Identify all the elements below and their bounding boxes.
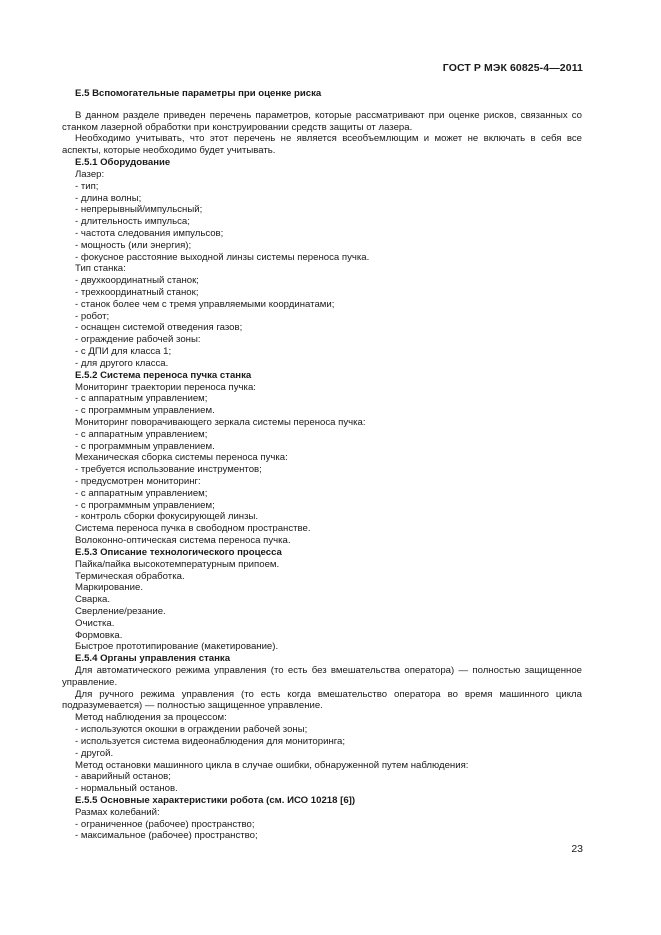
- text-line: - непрерывный/импульсный;: [75, 204, 203, 216]
- text-line: - с программным управлением.: [75, 405, 215, 417]
- text-line: - для другого класса.: [75, 357, 169, 369]
- text-line: Размах колебаний:: [75, 806, 160, 818]
- text-line: Метод остановки машинного цикла в случае ошибки, обнаруженной путем наблюдения:: [75, 759, 469, 771]
- text-line: Пайка/пайка высокотемпературным припоем.: [75, 558, 280, 570]
- text-line: Мониторинг траектории переноса пучка:: [75, 381, 256, 393]
- page-number: 23: [571, 843, 583, 855]
- text-line: - аварийный останов;: [75, 771, 171, 783]
- text-line: Волоконно-оптическая система переноса пучка.: [75, 535, 291, 547]
- subsection-heading: Е.5.2 Система переноса пучка станка: [75, 369, 252, 381]
- text-line: - с программным управлением.: [75, 440, 215, 452]
- text-line: - используется система видеонаблюдения для мониторинга;: [75, 735, 346, 747]
- text-line: - другой.: [75, 747, 114, 759]
- text-line: Быстрое прототипирование (макетирование).: [75, 641, 279, 653]
- text-line: - мощность (или энергия);: [75, 239, 192, 251]
- text-line: - трехкоординатный станок;: [75, 287, 199, 298]
- subsection-heading: Е.5.1 Оборудование: [75, 157, 171, 169]
- text-line: - с программным управлением;: [75, 499, 215, 511]
- text-line: Мониторинг поворачивающего зеркала системы переноса пучка:: [75, 416, 366, 428]
- subsection-body: [62, 559, 582, 654]
- text-line: Метод наблюдения за процессом:: [75, 712, 227, 724]
- text-line: - ограждение рабочей зоны:: [75, 334, 201, 346]
- text-line: - с ДПИ для класса 1;: [75, 346, 172, 358]
- subsection-body: [62, 169, 582, 370]
- text-line: Сверление/резание.: [75, 605, 166, 617]
- paragraph: Для ручного режима управления (то есть когда вмешательство оператора во время машинного цикла подразумевается) — полностью защищенное управление.: [62, 688, 582, 712]
- subsection-body: [62, 807, 582, 842]
- subsection-heading: Е.5.4 Органы управления станка: [75, 653, 231, 665]
- text-line: - тип;: [75, 180, 99, 192]
- text-line: - нормальный останов.: [75, 783, 178, 795]
- subsection-heading: Е.5.5 Основные характеристики робота (см. ИСО 10218 [6]): [75, 794, 356, 806]
- text-line: - используются окошки в ограждении рабочей зоны;: [75, 724, 308, 736]
- subsection-heading: Е.5.3 Описание технологического процесса: [75, 546, 282, 558]
- text-line: - требуется использование инструментов;: [75, 464, 262, 476]
- page-header: ГОСТ Р МЭК 60825-4—2011: [442, 62, 583, 74]
- text-line: - ограниченное (рабочее) пространство;: [75, 818, 255, 830]
- section-title: Е.5 Вспомогательные параметры при оценке риска: [75, 88, 322, 99]
- text-line: - с аппаратным управлением;: [75, 487, 208, 499]
- text-line: - с аппаратным управлением;: [75, 393, 208, 405]
- text-line: Тип станка:: [75, 263, 126, 275]
- text-line: - длина волны;: [75, 192, 142, 204]
- text-line: Лазер:: [75, 168, 105, 180]
- text-line: - оснащен системой отведения газов;: [75, 322, 243, 334]
- subsection-body: [62, 382, 582, 547]
- text-line: Маркирование.: [75, 582, 143, 594]
- text-line: - станок более чем с тремя управляемыми координатами;: [75, 298, 335, 310]
- text-line: - робот;: [75, 310, 110, 322]
- text-line: - двухкоординатный станок;: [75, 275, 199, 287]
- text-line: Очистка.: [75, 617, 115, 629]
- paragraph: Для автоматического режима управления (то есть без вмешательства оператора) — полностью защищенное управление.: [62, 665, 582, 688]
- document-body: [62, 88, 582, 842]
- text-line: Формовка.: [75, 629, 123, 641]
- text-line: Механическая сборка системы переноса пучка:: [75, 452, 288, 464]
- text-line: - с аппаратным управлением;: [75, 428, 208, 440]
- intro-paragraph: Необходимо учитывать, что этот перечень не является всеобъемлющим и может не включать в себя все аспекты, которые необходимо будет учитывать.: [62, 133, 582, 157]
- text-line: - фокусное расстояние выходной линзы системы переноса пучка.: [75, 251, 370, 263]
- subsection-body: [62, 712, 582, 795]
- text-line: Термическая обработка.: [75, 570, 185, 582]
- text-line: - длительность импульса;: [75, 216, 190, 228]
- text-line: Сварка.: [75, 594, 110, 606]
- intro-paragraph: В данном разделе приведен перечень параметров, которые рассматривают при оценке рисков, связанных со станком лазерной обработки при конструировании средств защиты от лазера.: [62, 109, 582, 133]
- text-line: Система переноса пучка в свободном пространстве.: [75, 523, 311, 535]
- text-line: - частота следования импульсов;: [75, 227, 224, 239]
- text-line: - предусмотрен мониторинг:: [75, 476, 201, 487]
- text-line: - максимальное (рабочее) пространство;: [75, 830, 258, 842]
- text-line: - контроль сборки фокусирующей линзы.: [75, 511, 259, 523]
